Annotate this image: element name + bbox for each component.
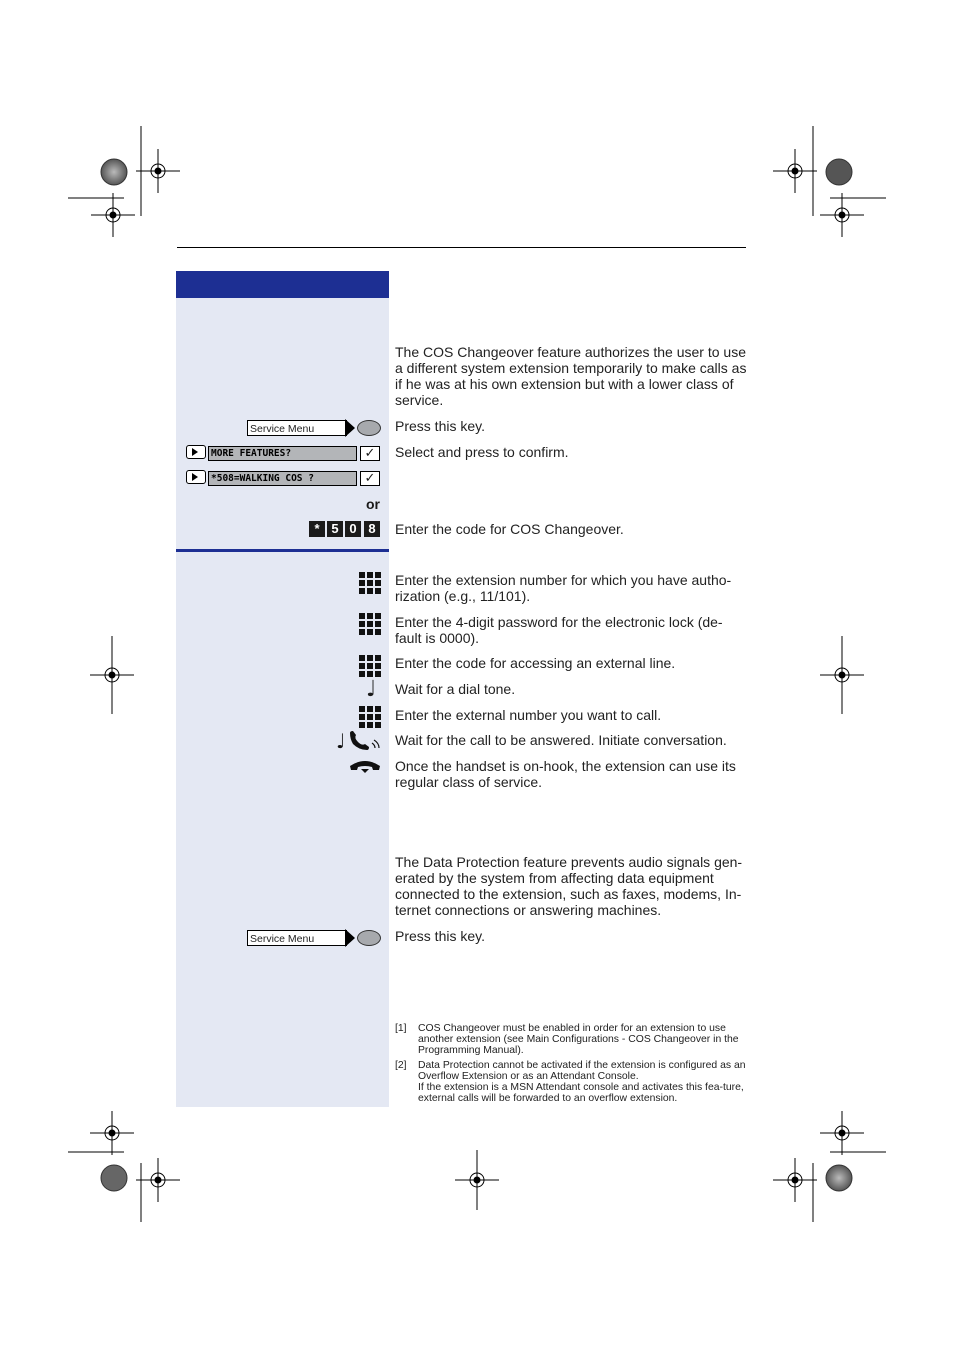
digit-key[interactable]: * (309, 521, 325, 537)
svg-text:♩: ♩ (336, 729, 346, 753)
footnote-number: [1] (395, 1023, 407, 1034)
scroll-arrow-icon[interactable] (186, 470, 206, 484)
key-arrow-icon (345, 929, 355, 947)
digit-key[interactable]: 8 (364, 521, 380, 537)
digit-key[interactable]: 5 (327, 521, 343, 537)
onhook-text: Once the handset is on-hook, the extension can use its regular class of service. (395, 758, 736, 790)
section-separator (176, 549, 389, 552)
keypad-icon (359, 655, 381, 677)
footnote-text: If the extension is a MSN Attendant console and activates this fea-ture, external calls will be forwarded to an overflow extension. (418, 1082, 744, 1104)
ringing-handset-icon (336, 729, 382, 753)
service-menu-key[interactable]: Service Menu (247, 930, 347, 946)
data-protection-text: The Data Protection feature prevents audio signals gen-erated by the system from affecting data equipment connected to the extension, such as faxes, modems, In-ternet connections or answering machines. (395, 854, 743, 918)
header-rule (177, 247, 746, 248)
footnote-number: [2] (395, 1060, 407, 1071)
scroll-arrow-icon[interactable] (186, 445, 206, 459)
select-confirm-text: Select and press to confirm. (395, 444, 569, 460)
footnote-text: Data Protection cannot be activated if the extension is configured as an Overflow Extension or as an Attendant Console. (418, 1060, 746, 1082)
service-menu-button-icon[interactable] (357, 420, 381, 436)
keypad-icon (359, 572, 381, 594)
hang-up-icon (348, 757, 382, 775)
sidebar-header-bar (176, 271, 389, 298)
enter-ext-line-text: Enter the code for accessing an external line. (395, 655, 676, 671)
footnote-text: COS Changeover must be enabled in order for an extension to use another extension (see Main Configurations - COS Changeover in the Programming Manual). (418, 1023, 739, 1056)
wait-answer-text: Wait for the call to be answered. Initiate conversation. (395, 732, 727, 748)
enter-pw-text: Enter the 4-digit password for the electronic lock (de-fault is 0000). (395, 614, 723, 646)
confirm-check-icon[interactable]: ✓ (360, 471, 380, 486)
press-key-text: Press this key. (395, 928, 485, 944)
service-menu-key[interactable]: Service Menu (247, 420, 347, 436)
keypad-icon (359, 613, 381, 635)
sidebar-panel (176, 271, 389, 1107)
keypad-icon (359, 706, 381, 728)
service-menu-button-icon[interactable] (357, 930, 381, 946)
digit-key[interactable]: 0 (345, 521, 361, 537)
display-walking-cos[interactable]: *508=WALKING COS ? (208, 471, 357, 486)
press-key-text: Press this key. (395, 418, 485, 434)
enter-ext-num-text: Enter the external number you want to call. (395, 707, 662, 723)
enter-ext-text: Enter the extension number for which you have autho-rization (e.g., 11/101). (395, 572, 732, 604)
key-arrow-icon (345, 419, 355, 437)
or-label: or (366, 496, 380, 512)
intro-text: The COS Changeover feature authorizes the user to use a different system extension temporarily to make calls as if he was at his own extension but with a lower class of service. (395, 344, 747, 408)
confirm-check-icon[interactable]: ✓ (360, 446, 380, 461)
enter-code-text: Enter the code for COS Changeover. (395, 521, 624, 537)
music-note-icon: ♩ (366, 677, 377, 702)
wait-tone-text: Wait for a dial tone. (395, 681, 516, 697)
display-more-features[interactable]: MORE FEATURES? (208, 446, 357, 461)
